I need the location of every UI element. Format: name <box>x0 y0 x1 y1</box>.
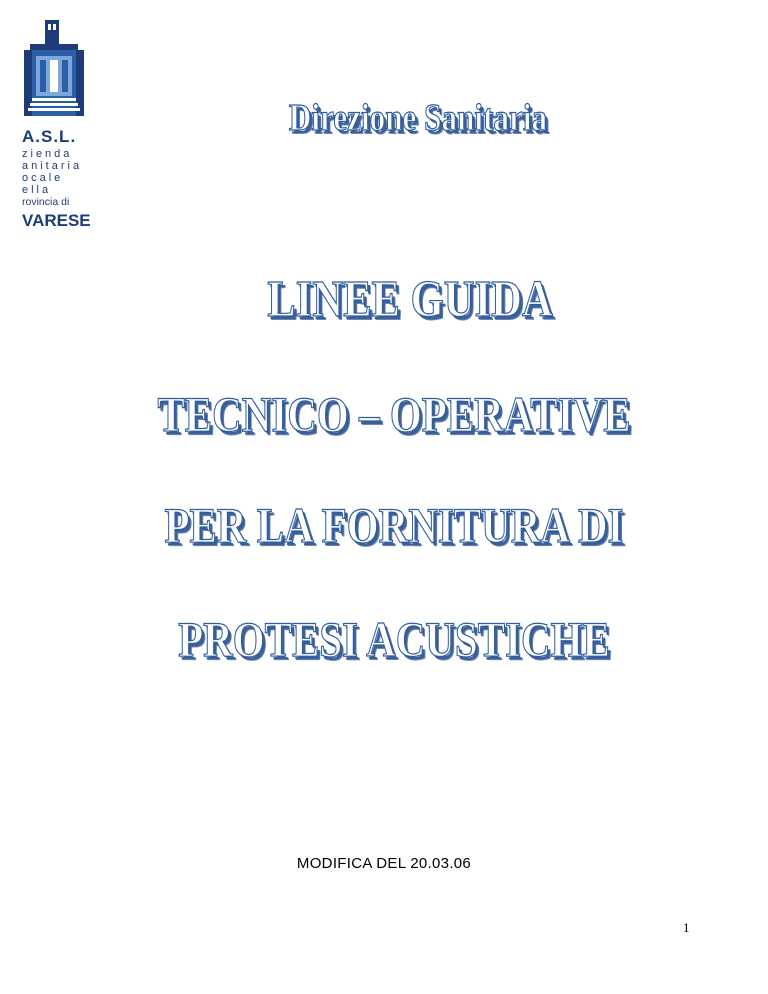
logo-abbreviation: A.S.L. <box>22 127 77 146</box>
building-icon <box>22 18 86 118</box>
logo-line-azienda: zienda <box>22 148 73 160</box>
logo-line-locale: ocale <box>22 172 64 184</box>
logo-city: VARESE <box>22 211 91 230</box>
modification-date: MODIFICA DEL 20.03.06 <box>296 855 472 872</box>
title-line-1: LINEE GUIDA <box>267 271 553 328</box>
logo-line-sanitaria: anitaria <box>22 160 83 172</box>
logo-line-provincia: rovincia di <box>22 196 70 208</box>
logo-line-della: ella <box>22 184 52 196</box>
title-line-3: PER LA FORNITURA DI <box>164 497 624 553</box>
asl-logo <box>0 15 100 240</box>
header-title: Direzione Sanitaria <box>288 97 548 139</box>
title-line-4: PROTESI ACUSTICHE <box>178 611 610 667</box>
page-number: 1 <box>683 920 690 935</box>
title-line-2: TECNICO – OPERATIVE <box>157 386 631 442</box>
